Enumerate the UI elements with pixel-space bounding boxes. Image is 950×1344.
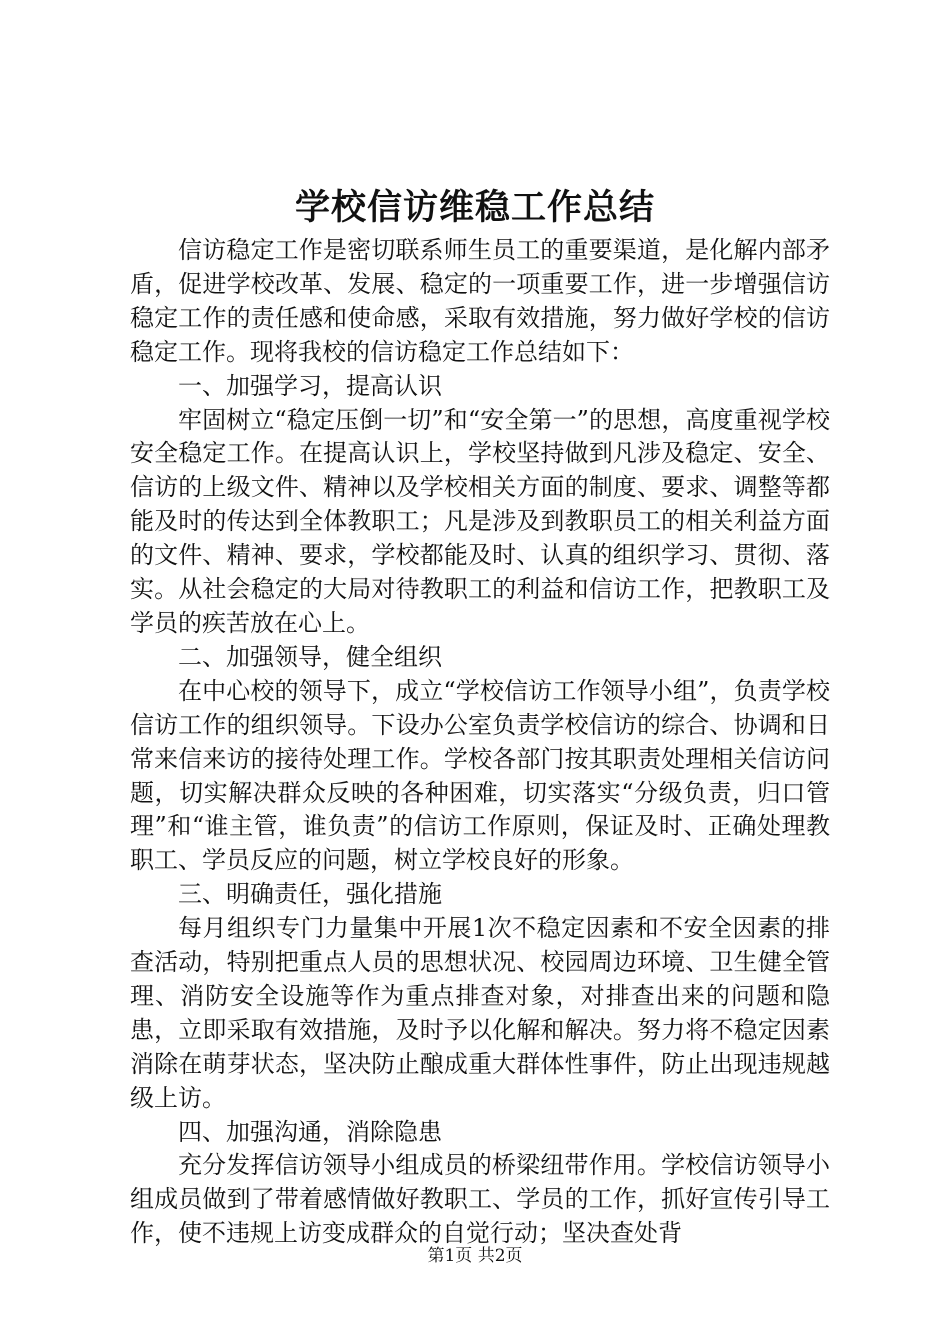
page-footer: 第1页 共2页: [427, 1246, 523, 1266]
paragraph-section-4: 充分发挥信访领导小组成员的桥梁纽带作用。学校信访领导小组成员做到了带着感情做好教职工、学员的工作，抓好宣传引导工作，使不违规上访变成群众的自觉行动；坚决查处背: [130, 1151, 830, 1248]
paragraph-section-2: 在中心校的领导下，成立“学校信访工作领导小组”，负责学校信访工作的组织领导。下设办公室负责学校信访的综合、协调和日常来信来访的接待处理工作。学校各部门按其职责处理相关信访问题，切实解决群众反映的各种困难，切实落实“分级负责，归口管理”和“谁主管，谁负责”的信访工作原则，保证及时、正确处理教职工、学员反应的问题，树立学校良好的形象。: [130, 676, 830, 875]
paragraph-section-1: 牢固树立“稳定压倒一切”和“安全第一”的思想，高度重视学校安全稳定工作。在提高认识上，学校坚持做到凡涉及稳定、安全、信访的上级文件、精神以及学校相关方面的制度、要求、调整等都能及时的传达到全体教职工；凡是涉及到教职员工的相关利益方面的文件、精神、要求，学校都能及时、认真的组织学习、贯彻、落实。从社会稳定的大局对待教职工的利益和信访工作，把教职工及学员的疾苦放在心上。: [130, 405, 830, 637]
paragraph-section-3: 每月组织专门力量集中开展1次不稳定因素和不安全因素的排查活动，特别把重点人员的思想状况、校园周边环境、卫生健全管理、消防安全设施等作为重点排查对象，对排查出来的问题和隐患，立即采取有效措施，及时予以化解和解决。努力将不稳定因素消除在萌芽状态，坚决防止酿成重大群体性事件，防止出现违规越级上访。: [130, 914, 830, 1112]
document-body: [130, 234, 830, 1251]
section-heading-1: 一、加强学习，提高认识: [178, 371, 442, 400]
section-heading-2: 二、加强领导，健全组织: [178, 642, 442, 671]
document-title: 学校信访维稳工作总结: [294, 187, 655, 228]
section-heading-3: 三、明确责任，强化措施: [178, 880, 442, 909]
paragraph-intro: 信访稳定工作是密切联系师生员工的重要渠道，是化解内部矛盾，促进学校改革、发展、稳定的一项重要工作，进一步增强信访稳定工作的责任感和使命感，采取有效措施，努力做好学校的信访稳定工作。现将我校的信访稳定工作总结如下：: [130, 236, 830, 366]
section-heading-4: 四、加强沟通，消除隐患: [178, 1117, 442, 1146]
